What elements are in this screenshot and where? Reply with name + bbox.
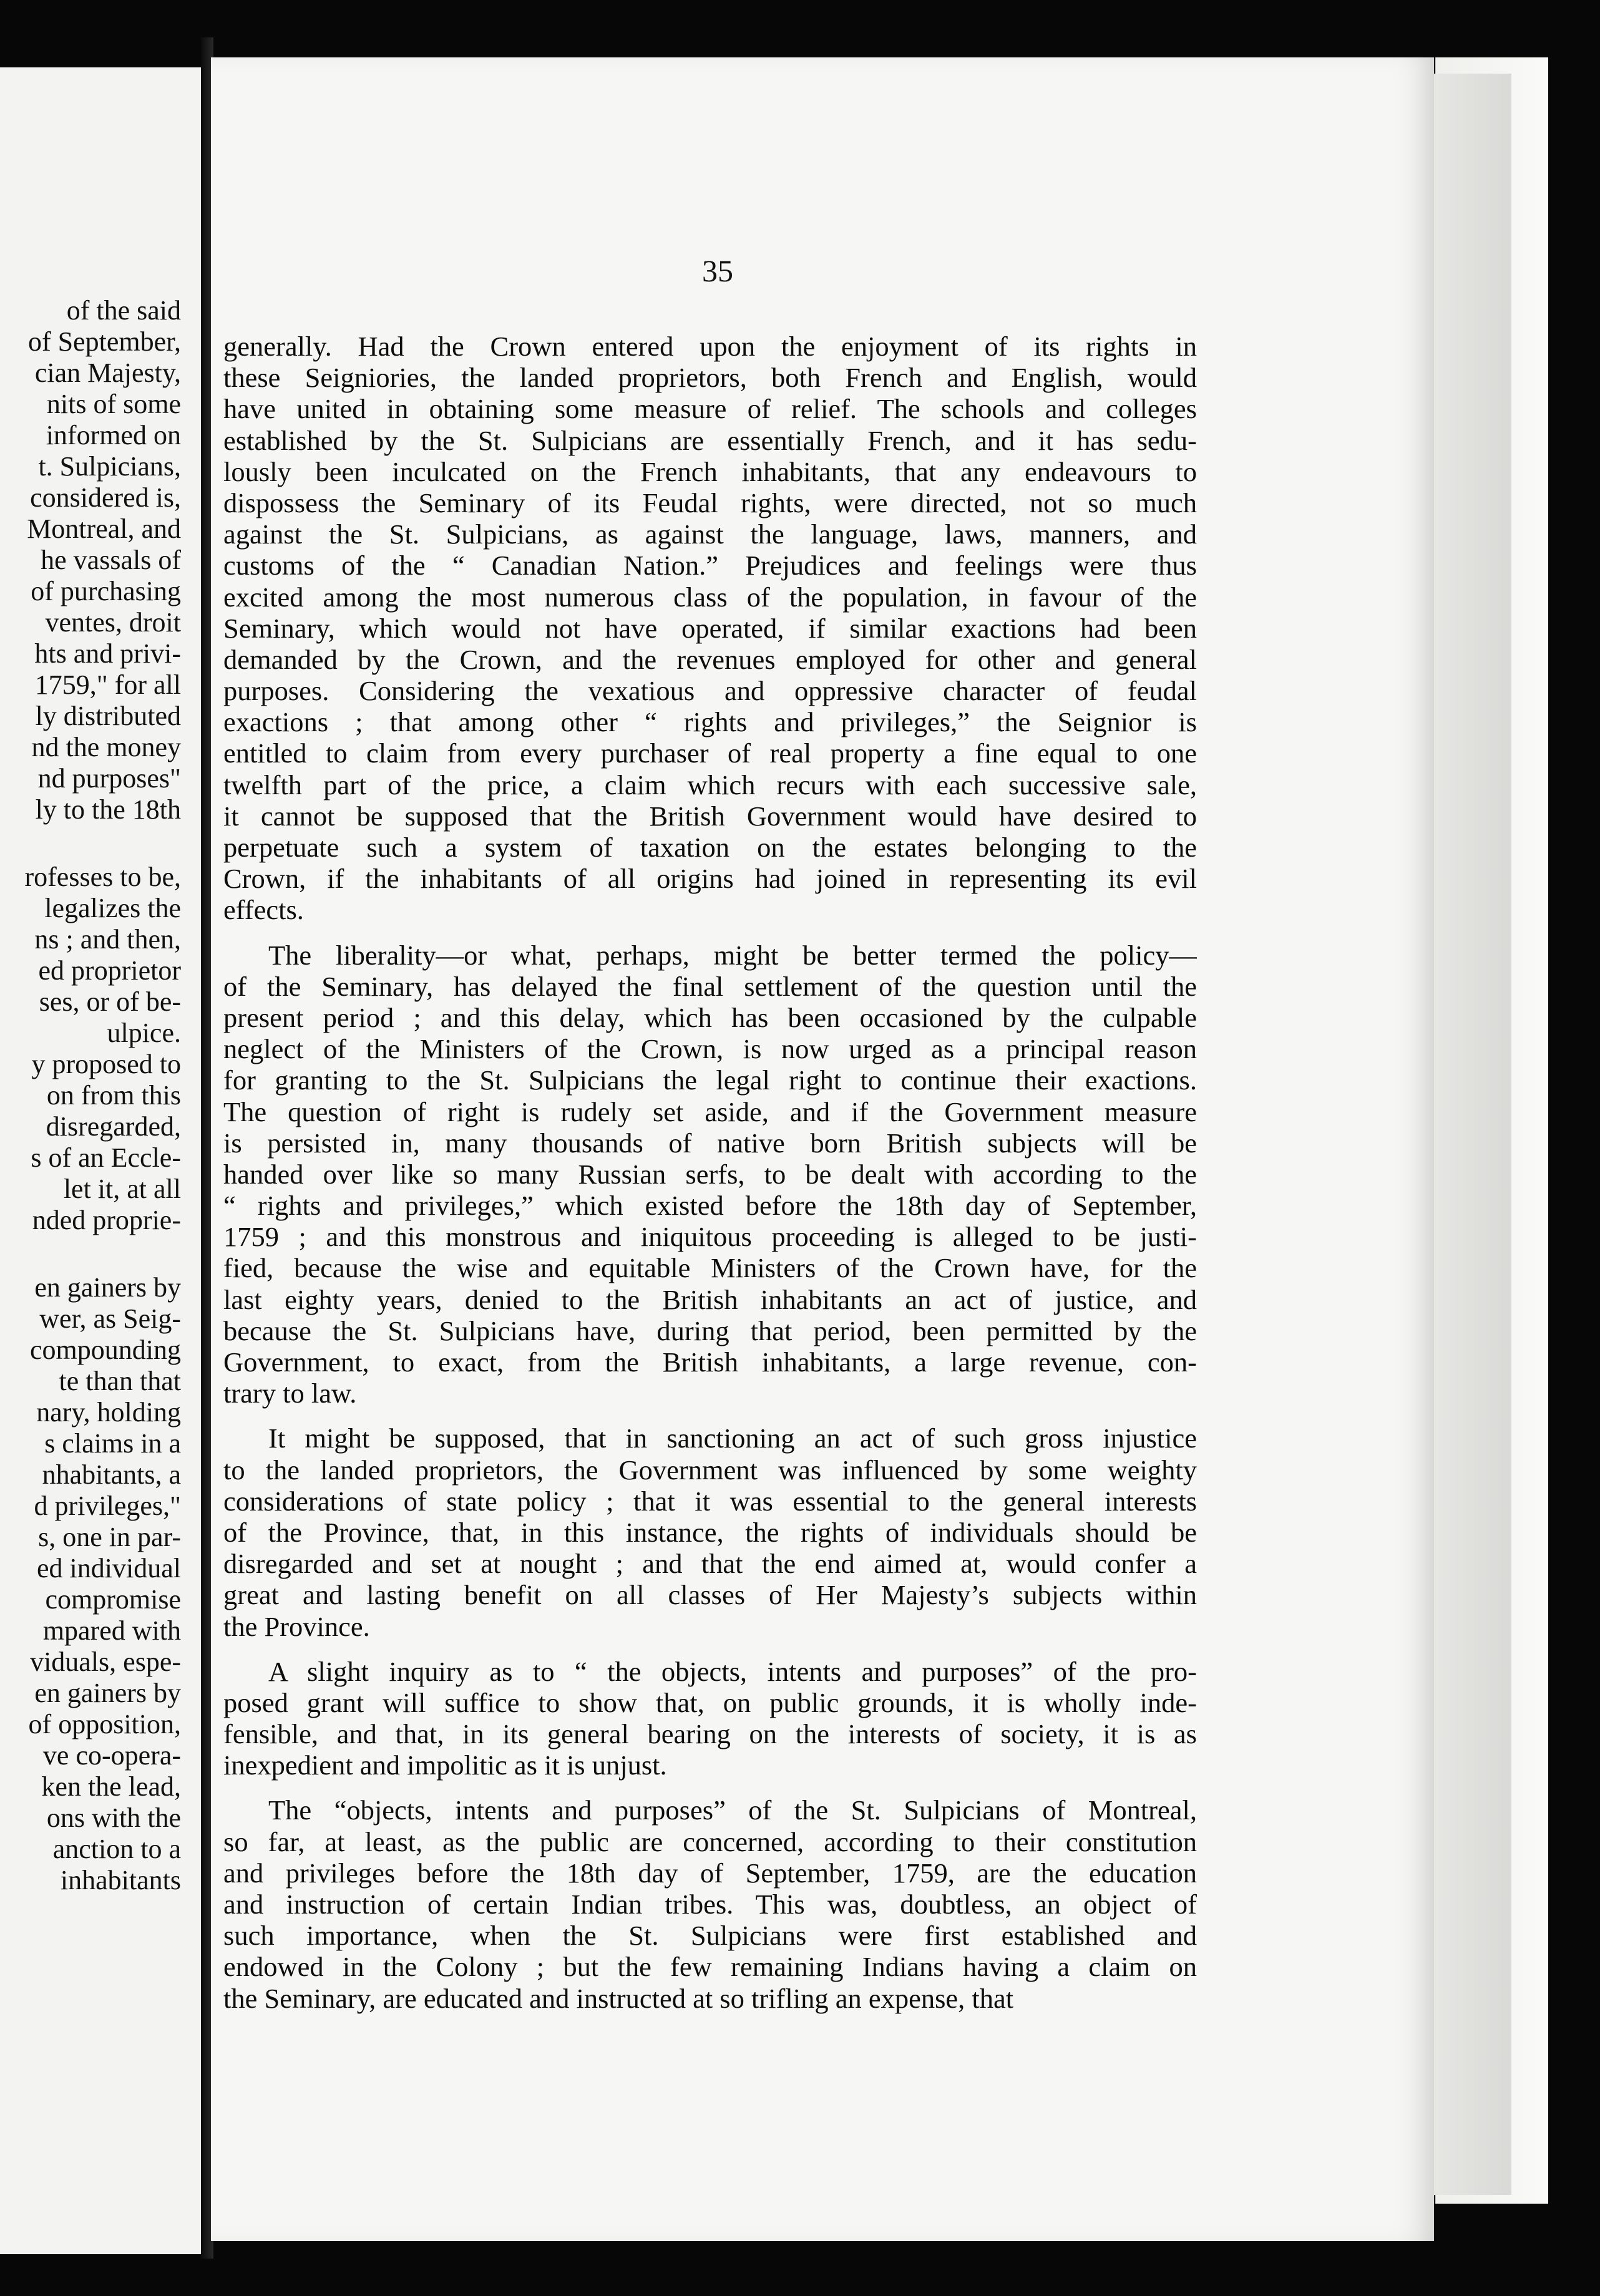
text-line: The question of right is rudely set aside, and if the Government measure (223, 1096, 1197, 1127)
left-page-line: nhabitants, a (42, 1459, 181, 1490)
paragraph (223, 1423, 1197, 1642)
left-page-line: ed proprietor (38, 955, 181, 986)
text-line: last eighty years, denied to the British inhabitants an act of justice, and (223, 1283, 1197, 1315)
left-page-line: compounding (30, 1335, 181, 1365)
left-page-line: ly distributed (35, 701, 181, 731)
text-line: twelfth part of the price, a claim which recurs with each successive sale, (223, 769, 1197, 800)
text-line: so far, at least, as the public are concerned, according to their constitution (223, 1826, 1197, 1857)
left-page-line: of opposition, (28, 1709, 181, 1739)
text-line: disregarded and set at nought ; and that the end aimed at, would confer a (223, 1548, 1197, 1580)
left-page-line: ns ; and then, (34, 924, 181, 955)
left-page-line: on from this (46, 1080, 181, 1111)
left-page-line: nary, holding (36, 1397, 181, 1428)
left-page-line: nits of some (46, 389, 181, 419)
text-line: because the St. Sulpicians have, during that period, been permitted by the (223, 1315, 1197, 1346)
left-page-line: Montreal, and (27, 513, 181, 544)
paragraph (223, 331, 1197, 926)
text-line: perpetuate such a system of taxation on the estates belonging to the (223, 832, 1197, 863)
left-page-line: ses, or of be- (39, 986, 181, 1017)
text-line: great and lasting benefit on all classes of Her Majesty’s subjects within (223, 1579, 1197, 1611)
paragraph-gap (0, 825, 181, 862)
text-line: exactions ; that among other “ rights and privileges,” the Seignior is (223, 706, 1197, 738)
text-line: “ rights and privileges,” which existed before the 18th day of September, (223, 1190, 1197, 1222)
left-page-line: of September, (27, 326, 181, 357)
left-page-line: s claims in a (44, 1428, 181, 1459)
text-line: entitled to claim from every purchaser of real property a fine equal to one (223, 737, 1197, 769)
left-page-line: ons with the (46, 1802, 181, 1833)
left-page-line: ventes, droit (45, 607, 181, 638)
text-line: customs of the “ Canadian Nation.” Prejudices and feelings were thus (223, 550, 1197, 581)
text-line: excited among the most numerous class of the population, in favour of the (223, 581, 1197, 613)
left-page-line: considered is, (30, 482, 181, 513)
text-line: It might be supposed, that in sanctioning an act of such gross injustice (268, 1423, 1197, 1454)
text-line: considerations of state policy ; that it was essential to the general interests (223, 1485, 1197, 1517)
left-page-line: te than that (59, 1366, 181, 1396)
text-line: The “objects, intents and purposes” of the St. Sulpicians of Montreal, (268, 1794, 1197, 1826)
left-page-line: cian Majesty, (34, 358, 181, 388)
text-line: The liberality—or what, perhaps, might be better termed the policy— (268, 939, 1197, 971)
text-line: generally. Had the Crown entered upon the enjoyment of its rights in (223, 331, 1197, 362)
text-line: and instruction of certain Indian tribes. This was, doubtless, an object of (223, 1889, 1197, 1920)
left-page-line: ulpice. (107, 1018, 181, 1048)
left-page-line: hts and privi- (34, 638, 181, 669)
left-page-line: compromise (45, 1584, 181, 1615)
left-page-line: nd purposes" (37, 763, 181, 794)
text-line: established by the St. Sulpicians are essentially French, and it has sedu- (223, 424, 1197, 456)
text-line: Crown, if the inhabitants of all origins had joined in representing its evil (223, 863, 1197, 895)
left-page-line: informed on (46, 420, 181, 450)
page-number: 35 (702, 253, 733, 288)
paragraph-gap (223, 1642, 1197, 1656)
text-line: of the Seminary, has delayed the final settlement of the question until the (223, 970, 1197, 1002)
paragraph (223, 1656, 1197, 1781)
paragraph (223, 1794, 1197, 2013)
text-line: A slight inquiry as to “ the objects, intents and purposes” of the pro- (268, 1655, 1197, 1687)
text-line: inexpedient and impolitic as it is unjust. (223, 1749, 667, 1781)
text-line: these Seigniories, the landed proprietors, both French and English, would (223, 362, 1197, 394)
text-line: trary to law. (223, 1378, 357, 1409)
text-line: effects. (223, 894, 304, 926)
text-line: such importance, when the St. Sulpicians were first established and (223, 1920, 1197, 1952)
text-line: posed grant will suffice to show that, on public grounds, it is wholly inde- (223, 1686, 1197, 1718)
paragraph-gap (223, 926, 1197, 940)
left-page-line: he vassals of (41, 545, 181, 575)
left-page-line: s of an Eccle- (31, 1142, 181, 1173)
text-line: of the Province, that, in this instance, the rights of individuals should be (223, 1516, 1197, 1548)
left-page-line: nded proprie- (32, 1205, 181, 1235)
left-page-line: nd the money (31, 732, 181, 762)
text-line: have united in obtaining some measure of relief. The schools and colleges (223, 393, 1197, 425)
paragraph (223, 940, 1197, 1409)
left-page-line: rofesses to be, (24, 862, 181, 892)
text-line: is persisted in, many thousands of native born British subjects will be (223, 1127, 1197, 1159)
text-line: neglect of the Ministers of the Crown, is now urged as a principal reason (223, 1033, 1197, 1065)
text-line: 1759 ; and this monstrous and iniquitous proceeding is alleged to be justi- (223, 1221, 1197, 1253)
text-line: the Seminary, are educated and instructed at so trifling an expense, that (223, 1982, 1014, 2014)
left-page-line: en gainers by (34, 1272, 181, 1303)
text-line: purposes. Considering the vexatious and oppressive character of feudal (223, 675, 1197, 707)
left-page-line: of the said (66, 295, 181, 326)
text-line: fied, because the wise and equitable Ministers of the Crown have, for the (223, 1252, 1197, 1284)
left-page-line: anction to a (52, 1834, 181, 1864)
paragraph-gap (0, 1236, 181, 1272)
text-line: handed over like so many Russian serfs, to be dealt with according to the (223, 1158, 1197, 1190)
text-line: and privileges before the 18th day of September, 1759, are the education (223, 1857, 1197, 1889)
text-line: lously been inculcated on the French inhabitants, that any endeavours to (223, 455, 1197, 487)
left-page-line: en gainers by (34, 1678, 181, 1708)
text-line: to the landed proprietors, the Government was influenced by some weighty (223, 1454, 1197, 1486)
left-page-line: wer, as Seig- (39, 1303, 181, 1334)
paragraph-gap (223, 1409, 1197, 1423)
text-line: Seminary, which would not have operated, if similar exactions had been (223, 612, 1197, 644)
left-page-line: disregarded, (46, 1111, 181, 1142)
left-page-line: 1759," for all (34, 669, 181, 700)
left-page-text (0, 295, 181, 1896)
text-line: present period ; and this delay, which has been occasioned by the culpable (223, 1001, 1197, 1033)
page-body-text (223, 331, 1197, 2014)
text-line: demanded by the Crown, and the revenues employed for other and general (223, 643, 1197, 675)
left-page-fragment (0, 67, 205, 2254)
text-line: for granting to the St. Sulpicians the legal right to continue their exactions. (223, 1064, 1197, 1096)
left-page-line: legalizes the (44, 893, 181, 923)
left-page-line: viduals, espe- (30, 1647, 181, 1677)
left-page-line: ve co-opera- (42, 1740, 181, 1771)
text-line: endowed in the Colony ; but the few remaining Indians having a claim on (223, 1951, 1197, 1983)
paragraph-gap (223, 1781, 1197, 1794)
left-page-line: of purchasing (31, 576, 181, 606)
text-line: fensible, and that, in its general bearing on the interests of society, it is as (223, 1718, 1197, 1750)
left-page-line: ed individual (37, 1553, 181, 1583)
left-page-line: t. Sulpicians, (38, 451, 181, 482)
left-page-line: ken the lead, (41, 1771, 181, 1802)
left-page-line: let it, at all (63, 1174, 181, 1204)
left-page-line: inhabitants (60, 1865, 181, 1895)
text-line: Government, to exact, from the British inhabitants, a large revenue, con- (223, 1346, 1197, 1378)
left-page-line: y proposed to (31, 1049, 181, 1079)
text-line: it cannot be supposed that the British Government would have desired to (223, 800, 1197, 832)
left-page-line: ly to the 18th (35, 794, 181, 825)
left-page-line: s, one in par- (38, 1522, 181, 1552)
left-page-line: d privileges," (34, 1491, 181, 1521)
left-page-line: mpared with (42, 1615, 181, 1646)
text-line: against the St. Sulpicians, as against the language, laws, manners, and (223, 518, 1197, 550)
text-line: the Province. (223, 1610, 370, 1642)
text-line: dispossess the Seminary of its Feudal rights, were directed, not so much (223, 487, 1197, 518)
